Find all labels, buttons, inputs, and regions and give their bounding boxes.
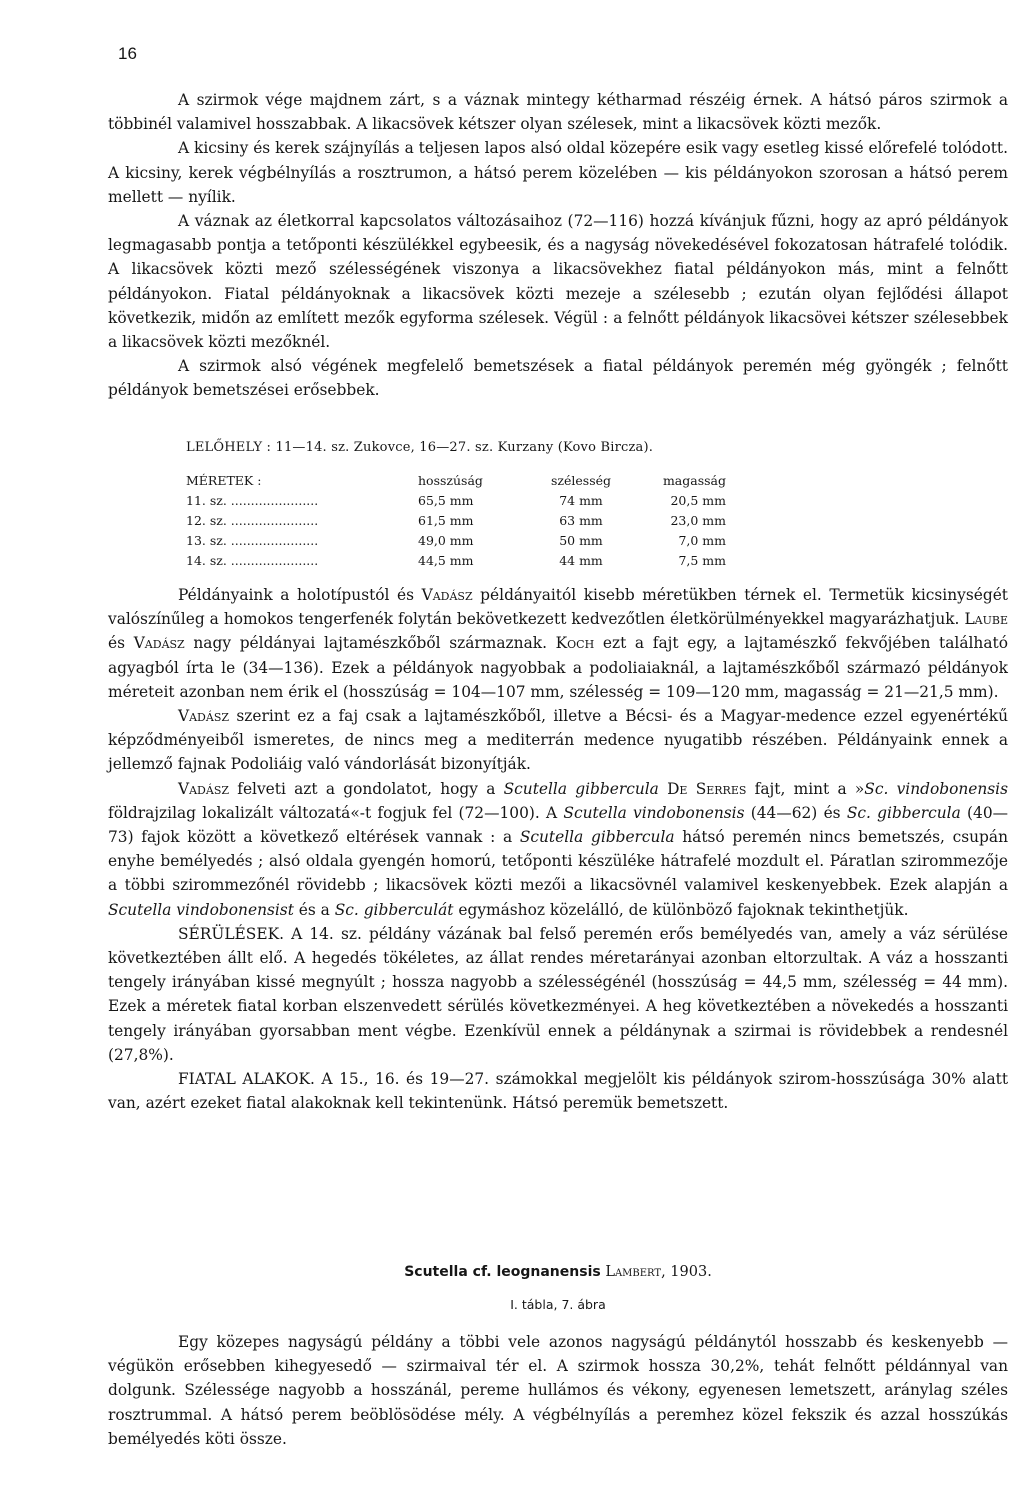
height-cell: 20,5 mm	[670, 492, 726, 508]
paragraph: A váznak az életkorral kapcsolatos változásaihoz (72—116) hozzá kívánjuk fűzni, hogy az apró példányok legmagasabb pontja a tetőponti készülékkel egybeesik, és a nagyság növekedésével fokozatosan hátrafelé tolódik. A likacsövek közti mező szélességének viszonya a likacsövekhez fiatal példányokon más, mint a felnőtt példányokon. Fiatal példányoknak a likacsövek közti mezeje a szélesebb ; ezután olyan fejlődési állapot következik, midőn az említett mezők egyforma szélesek. Végül : a felnőtt példányok likacsövei kétszer szélesebbek a likacsövek közti mezőknél.	[108, 212, 1008, 352]
measurements-table	[186, 470, 726, 570]
text-span: hátsó peremén nincs bemetszés, csupán enyhe bemélyedés ; alsó oldala gyengén homorú, tetőponti készüléke hátrafelé mozdult el. Páratlan szirommezője a többi szirommezőnél rövidebb ; likacsövek közti mezői a likacsövnél valamivel keskenyebbek. Ezek alapján a	[108, 828, 1008, 895]
length-cell: 61,5 mm	[418, 512, 474, 528]
height-cell: 7,5 mm	[678, 552, 726, 568]
page-number: 16	[118, 44, 137, 63]
species-heading	[108, 1264, 1008, 1280]
author-name: Vadász	[133, 634, 185, 653]
species-name: Sc. gibbercula	[846, 803, 961, 822]
year: , 1903.	[661, 1264, 712, 1280]
table-header-row	[186, 470, 726, 490]
paragraph: A szirmok vége majdnem zárt, s a váznak mintegy kétharmad részéig érnek. A hátsó páros szirmok a többinél valamivel hosszabbak. A likacsövek kétszer olyan szélesek, mint a likacsövek közti mezők.	[108, 91, 1008, 134]
table-header-cell: magasság	[662, 472, 726, 488]
specimen-label: 14. sz. ......................	[186, 552, 319, 568]
author-name: Laube	[964, 610, 1008, 629]
species-name: Scutella vindobonensist	[108, 900, 294, 919]
paragraph: Egy közepes nagyságú példány a többi vele azonos nagyságú példánytól hosszabb és keskenyebb — végükön erősebben kihegyesedő — szirmaival tér el. A szirmok hossza 30,2%, tehát felnőtt példánnyal van dolgunk. Szélessége nagyobb a hosszánál, pereme hullámos és vékony, egyenesen lemetszett, aránylag széles rosztrummal. A hátsó perem beöblösödése mély. A végbélnyílás a peremhez közel fekszik és azzal hosszúkás bemélyedés köti össze.	[108, 1333, 1008, 1448]
table-row	[186, 490, 726, 510]
paragraph	[108, 777, 1008, 922]
species-name: Sc. gibberculát	[334, 900, 454, 919]
species-name: Scutella gibbercula	[519, 828, 675, 847]
species-name: Scutella gibbercula	[503, 779, 659, 798]
text-span: ezt a fajt egy, a lajtamészkő fekvőjében található agyagból írta le (34—136). Ezek a példányok nagyobbak a podoliaiaknál, a lajtamészkőből származó példányok méreteit azonban nem érik el (hosszúság = 104—107 mm, szélesség = 109—120 mm, magasság = 21—21,5 mm).	[108, 634, 1008, 701]
specimen-label: 13. sz. ......................	[186, 532, 319, 548]
table-header-cell: szélesség	[550, 472, 612, 488]
specimen-label: 12. sz. ......................	[186, 512, 319, 528]
text-span: (40—73) fajok között a következő eltérések vannak : a	[108, 803, 1009, 847]
length-cell: 44,5 mm	[418, 552, 474, 568]
author-name: Vadász	[178, 707, 230, 726]
text-span: szerint ez a faj csak a lajtamészkőből, illetve a Bécsi- és a Magyar-medence ezzel egyenértékű képződményeiből ismeretes, de nincs meg a mediterrán medence nyugatibb részében. Példányaink ennek a jellemző fajnak Podoliáig való vándorlását bizonyítják.	[108, 707, 1008, 774]
paragraph	[108, 583, 1008, 704]
table-row	[186, 510, 726, 530]
author-name: Vadász	[178, 779, 230, 798]
text-span: felveti azt a gondolatot, hogy a	[229, 779, 504, 798]
paragraph: SÉRÜLÉSEK. A 14. sz. példány vázának bal felső peremén erős bemélyedés van, amely a váz sérülése következtében állt elő. A hegedés tökéletes, az állat rendes méretarányai azonban eltorzultak. A váz a hosszanti tengely irányában kissé megnyúlt ; hossza nagyobb a szélességénél (hosszúság = 44,5 mm, szélesség = 44 mm). Ezek a méretek fiatal korban elszenvedett sérülés következményei. A heg következtében a növekedés a hosszanti tengely irányában gyorsabban ment végbe. Ezenkívül ennek a példánynak a szirmai is rövidebbek a rendesnél (27,8%).	[108, 924, 1008, 1064]
text-span: példányaitól kisebb méretükben térnek el. Termetük kicsinységét valószínűleg a homokos tengerfenék folytán bekövetkezett kedvezőtlen életkörülményekkel magyarázhatjuk.	[108, 586, 1008, 629]
table-header-cell: hosszúság	[418, 472, 483, 488]
text-span: fajt, mint a »	[746, 779, 865, 798]
text-span: (44—62) és	[744, 803, 847, 822]
locality-line: LELŐHELY : 11—14. sz. Zukovce, 16—27. sz. Kurzany (Kovo Bircza).	[186, 440, 654, 455]
paragraph: A kicsiny és kerek szájnyílás a teljesen lapos alsó oldal közepére esik vagy esetleg kissé előrefelé tolódott. A kicsiny, kerek végbélnyílás a rosztrumon, a hátsó perem közelében — kis példányokon szorosan a hátsó perem mellett — nyílik.	[108, 139, 1008, 206]
text-block-2	[108, 583, 1008, 1115]
species-name: Scutella vindobonensis	[563, 803, 745, 822]
length-cell: 49,0 mm	[418, 532, 474, 548]
text-span	[659, 780, 667, 798]
paragraph: A szirmok alsó végének megfelelő bemetszések a fiatal példányok peremén még gyöngék ; felnőtt példányok bemetszései erősebbek.	[108, 357, 1008, 400]
text-span: nagy példányai lajtamészkőből származnak.	[184, 634, 556, 653]
author-name: De Serres	[667, 779, 747, 798]
species-name: Sc. vindobonensis	[864, 779, 1008, 798]
text-span: egymáshoz közelálló, de különböző fajoknak tekinthetjük.	[453, 900, 909, 919]
species-title: Scutella cf. leognanensis	[404, 1264, 601, 1280]
author-name: Lambert	[605, 1264, 662, 1280]
width-cell: 74 mm	[559, 492, 603, 508]
paragraph	[108, 704, 1008, 777]
table-row	[186, 530, 726, 550]
length-cell: 65,5 mm	[418, 492, 474, 508]
specimen-label: 11. sz. ......................	[186, 492, 319, 508]
text-span: földrajzilag lokalizált változatá«-t fogjuk fel (72—100). A	[108, 803, 564, 822]
width-cell: 63 mm	[559, 512, 603, 528]
page	[108, 0, 1008, 1504]
author-name: Vadász	[421, 586, 473, 604]
author-name: Koch	[555, 634, 595, 653]
text-span: és	[108, 634, 134, 653]
text-block-3	[108, 1330, 1008, 1451]
table-header-cell: MÉRETEK :	[186, 472, 262, 488]
width-cell: 44 mm	[559, 552, 603, 568]
table-row	[186, 550, 726, 570]
height-cell: 7,0 mm	[678, 532, 726, 548]
plate-reference: I. tábla, 7. ábra	[510, 1297, 606, 1312]
text-span: és a	[293, 900, 335, 919]
text-span: Példányaink a holotípustól és	[178, 586, 422, 604]
paragraph: FIATAL ALAKOK. A 15., 16. és 19—27. számokkal megjelölt kis példányok szirom-hosszúsága 30% alatt van, azért ezeket fiatal alakoknak kell tekintenünk. Hátsó peremük bemetszett.	[108, 1070, 1008, 1113]
height-cell: 23,0 mm	[670, 512, 726, 528]
text-block-1	[108, 88, 1008, 403]
width-cell: 50 mm	[559, 532, 603, 548]
